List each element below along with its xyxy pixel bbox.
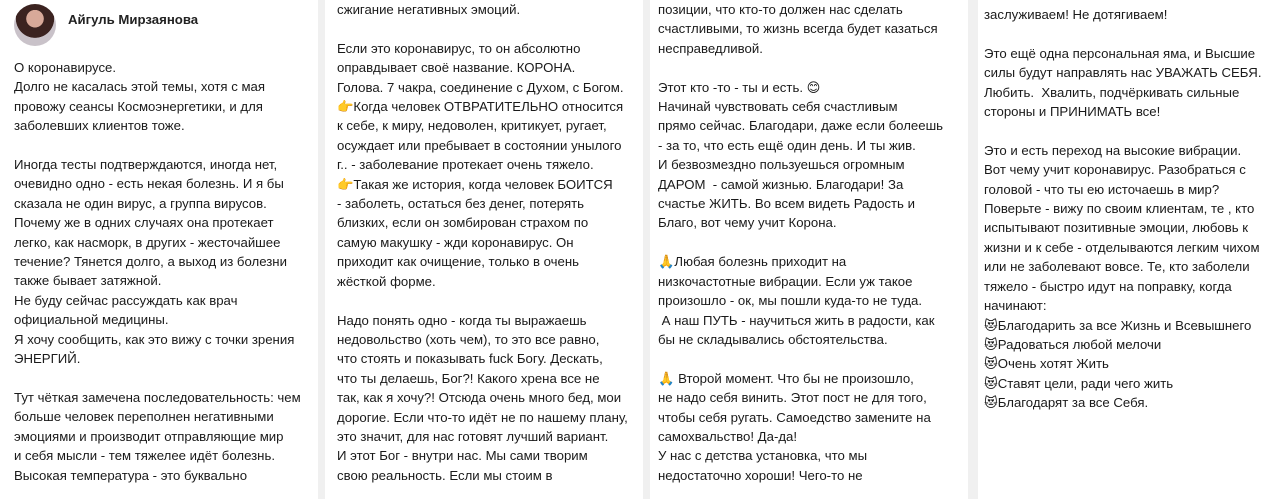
text-line: Голова. 7 чакра, соединение с Духом, с Богом. <box>337 79 624 95</box>
text-line: счастье ЖИТЬ. Во всем видеть Радость и <box>658 196 915 212</box>
text-line: больше человек переполнен негативными <box>14 409 274 425</box>
text-line: Вот чему учит коронавирус. Разобраться с <box>984 162 1246 178</box>
text-line: недовольство (хоть чем), то это все равно, <box>337 331 600 347</box>
text-line: Благо, вот чему учит Корона. <box>658 215 837 231</box>
text-line: Долго не касалась этой темы, хотя с мая <box>14 79 266 95</box>
text-line <box>14 136 318 155</box>
post-text-3 <box>658 0 968 485</box>
text-line: произошло - ок, мы пошли куда-то не туда. <box>658 293 923 309</box>
text-line: к себе, к миру, недоволен, критикует, ругает, <box>337 118 607 134</box>
text-line: Это ещё одна персональная яма, и Высшие <box>984 45 1256 61</box>
text-line: начинают: <box>984 298 1047 314</box>
text-line: так, как я хочу?! Отсюда очень много бед, мои <box>337 390 622 406</box>
text-line: - за то, что есть ещё один день. И ты жив. <box>658 137 916 153</box>
text-line: Любить. Хвалить, подчёркивать сильные <box>984 84 1240 100</box>
text-line: тяжело - быстро идут на поправку, когда <box>984 278 1232 294</box>
text-line: сказала не один вирус, а группа вирусов. <box>14 195 267 211</box>
text-line: это значит, для нас готовят лучший вариант. <box>337 428 609 444</box>
post-text-2 <box>337 0 643 485</box>
text-line: 😻Радоваться любой мелочи <box>984 336 1162 352</box>
text-line: официальной медицины. <box>14 312 169 328</box>
text-line <box>337 19 643 38</box>
text-line: Если это коронавирус, то он абсолютно <box>337 40 581 56</box>
text-line: г.. - заболевание протекает очень тяжело. <box>337 157 594 173</box>
text-line: И безвозмездно пользуешься огромным <box>658 157 905 173</box>
text-line: несправедливой. <box>658 40 763 56</box>
text-line: Это и есть переход на высокие вибрации. <box>984 142 1242 158</box>
text-line: низкочастотные вибрации. Если уж такое <box>658 273 913 289</box>
text-line: 😻Благодарить за все Жизнь и Всевышнего <box>984 317 1252 333</box>
text-line: - заболеть, остаться без денег, потерять <box>337 196 585 212</box>
text-line: Начинай чувствовать себя счастливым <box>658 99 898 115</box>
text-line: И этот Бог - внутри нас. Мы сами творим <box>337 448 588 464</box>
text-line <box>14 369 318 388</box>
text-line: сжигание негативных эмоций. <box>337 2 521 17</box>
text-line <box>984 24 1280 43</box>
text-line: легко, как насморк, в других - жесточайшее <box>14 234 281 250</box>
post-column-4 <box>978 0 1280 499</box>
text-line <box>658 233 968 252</box>
text-line: 🙏 Второй момент. Что бы не произошло, <box>658 370 914 386</box>
post-column-1 <box>0 0 318 499</box>
text-line: головой - что ты ею источаешь в мир? <box>984 181 1220 197</box>
text-line: счастливыми, то жизнь всегда будет казаться <box>658 21 938 37</box>
text-line: 😻Благодарят за все Себя. <box>984 395 1149 411</box>
text-line: оправдывает своё название. КОРОНА. <box>337 60 576 76</box>
text-line: 👉Когда человек ОТВРАТИТЕЛЬНО относится <box>337 99 624 115</box>
text-line <box>337 291 643 310</box>
text-line: бы не складывались обстоятельства. <box>658 331 888 347</box>
text-line: самую макушку - жди коронавирус. Он <box>337 234 574 250</box>
text-line: осуждает или пребывает в состоянии унылого <box>337 137 622 153</box>
text-line: 😻Ставят цели, ради чего жить <box>984 375 1174 391</box>
text-line: жёсткой форме. <box>337 273 436 289</box>
text-line: ДАРОМ - самой жизнью. Благодари! За <box>658 176 904 192</box>
text-line: не надо себя винить. Этот пост не для того, <box>658 390 927 406</box>
text-line: очевидно одно - есть некая болезнь. И я бы <box>14 176 284 192</box>
text-line: У нас с детства установка, что мы <box>658 448 868 464</box>
text-line: и себя мысли - тем тяжелее идёт болезнь. <box>14 448 275 464</box>
text-line: 🙏Любая болезнь приходит на <box>658 254 847 270</box>
text-line: также бывает затяжной. <box>14 273 162 289</box>
text-line: Поверьте - вижу по своим клиентам, те , кто <box>984 201 1255 217</box>
text-line: Высокая температура - это буквально <box>14 467 248 483</box>
text-line: свою реальность. Если мы стоим в <box>337 467 553 483</box>
text-line: чтобы себя ругать. Самоедство замените на <box>658 409 931 425</box>
post-column-2 <box>325 0 643 499</box>
text-line: 😻Очень хотят Жить <box>984 356 1109 372</box>
text-line: что стоять и показывать fuck Богу. Дескать, <box>337 351 603 367</box>
text-line: Тут чёткая замечена последовательность: чем <box>14 389 301 405</box>
text-line: течение? Тянется долго, а выход из болезни <box>14 254 287 270</box>
text-line: заболевших клиентов тоже. <box>14 118 185 134</box>
text-line <box>658 349 968 368</box>
text-line: приходит как очищение, только в очень <box>337 254 580 270</box>
text-line: недостаточно хороши! Чего-то не <box>658 467 863 483</box>
text-line <box>658 58 968 77</box>
text-line <box>984 121 1280 140</box>
text-line: Этот кто -то - ты и есть. 😊 <box>658 79 821 95</box>
text-line: ЭНЕРГИЙ. <box>14 351 81 367</box>
text-line: О коронавирусе. <box>14 60 117 75</box>
text-line: заслуживаем! Не дотягиваем! <box>984 7 1168 22</box>
text-line: испытывают позитивные эмоции, любовь к <box>984 220 1249 236</box>
text-line: эмоциями и производит отправляющие мир <box>14 428 284 444</box>
text-line: жизни и к себе - отделываются легким чихом <box>984 239 1260 255</box>
author-name[interactable]: Айгуль Мирзаянова <box>68 12 199 27</box>
text-line: Иногда тесты подтверждаются, иногда нет, <box>14 157 278 173</box>
text-line: Почему же в одних случаях она протекает <box>14 215 274 231</box>
text-line: дорогие. Если что-то идёт не по нашему плану, <box>337 409 628 425</box>
text-line: провожу сеансы Космоэнергетики, и для <box>14 98 263 114</box>
text-line: или не заболевают вовсе. Те, кто заболели <box>984 259 1250 275</box>
post-text-4 <box>984 5 1280 413</box>
text-line: что ты делаешь, Бог?! Какого хрена все не <box>337 370 600 386</box>
text-line: Не буду сейчас рассуждать как врач <box>14 292 238 308</box>
text-line: прямо сейчас. Благодари, даже если болеешь <box>658 118 944 134</box>
avatar[interactable] <box>14 4 56 46</box>
text-line: 👉Такая же история, когда человек БОИТСЯ <box>337 176 613 192</box>
text-line: Я хочу сообщить, как это вижу с точки зрения <box>14 331 295 347</box>
text-line: близких, если он зомбирован страхом по <box>337 215 589 231</box>
text-line: стороны и ПРИНИМАТЬ все! <box>984 104 1161 120</box>
text-line: самохвальство! Да-да! <box>658 428 798 444</box>
text-line: Надо понять одно - когда ты выражаешь <box>337 312 587 328</box>
text-line: А наш ПУТЬ - научиться жить в радости, как <box>658 312 935 328</box>
post-text-1 <box>14 58 318 485</box>
post-column-3 <box>650 0 968 499</box>
text-line: позиции, что кто-то должен нас сделать <box>658 2 903 17</box>
text-line: силы будут направлять нас УВАЖАТЬ СЕБЯ. <box>984 65 1262 81</box>
